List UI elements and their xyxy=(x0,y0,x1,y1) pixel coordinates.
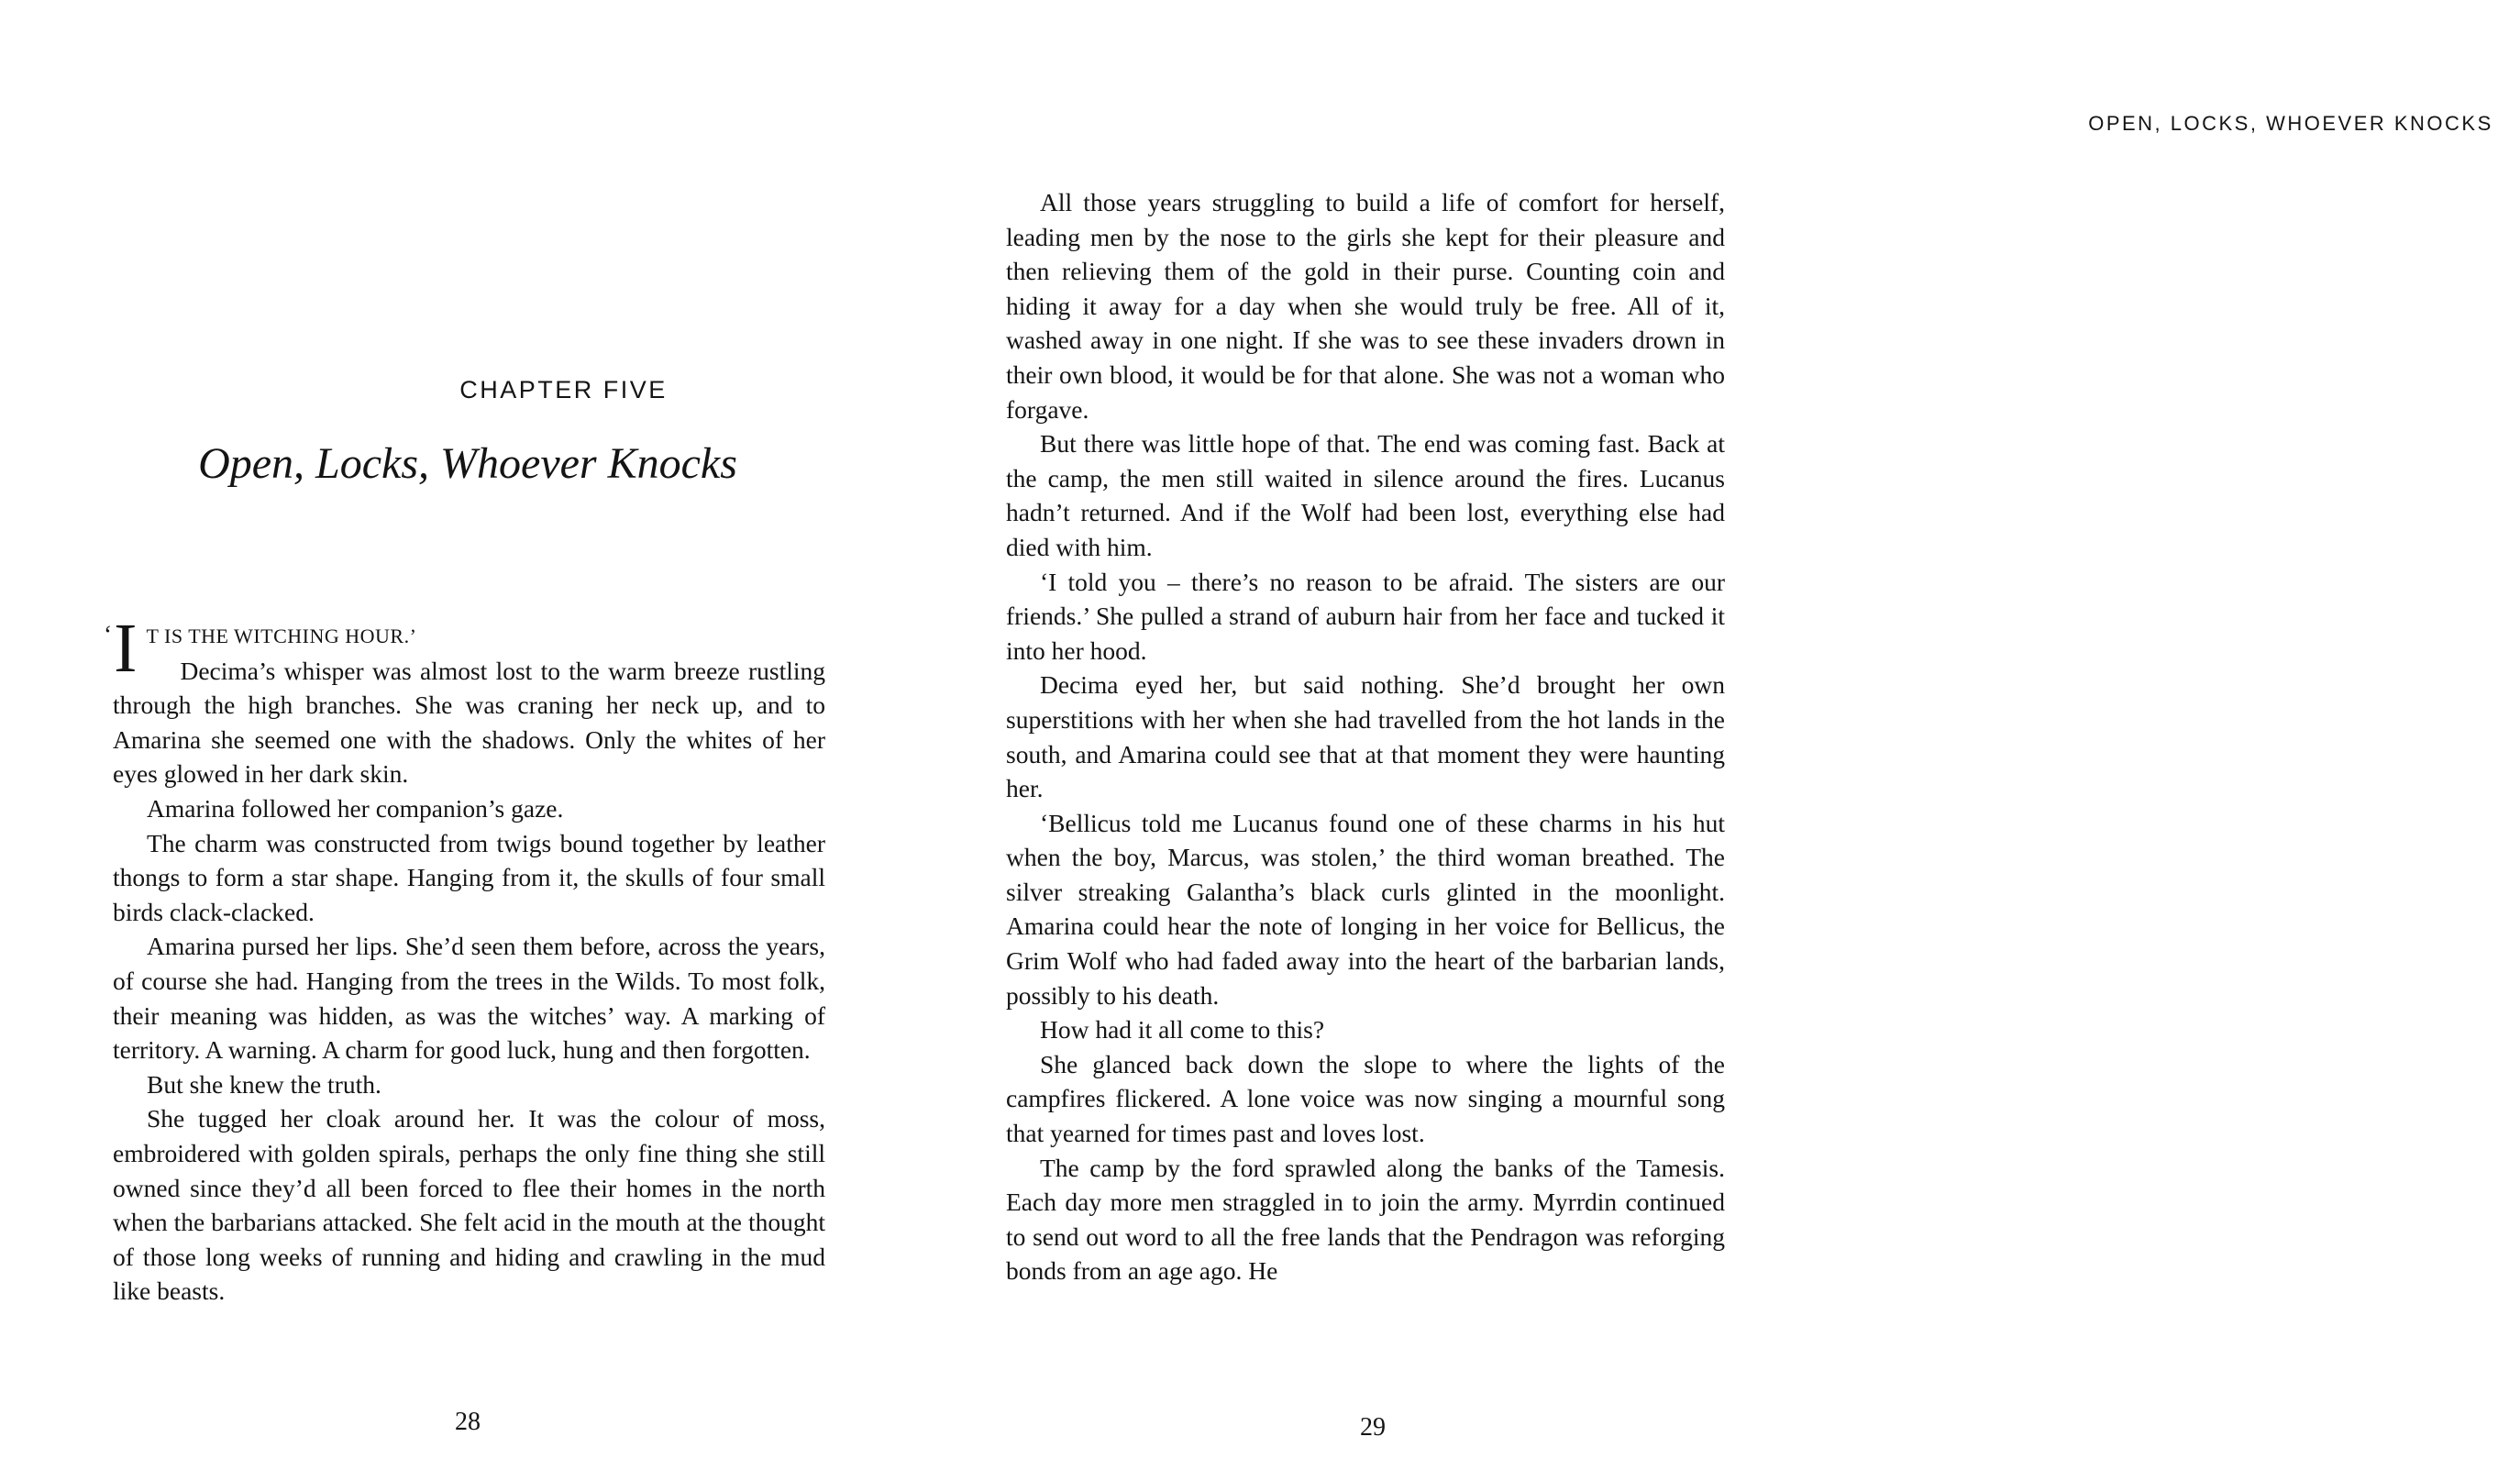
paragraph: How had it all come to this? xyxy=(1040,1015,1325,1044)
paragraph: The camp by the ford sprawled along the banks of the Tamesis. Each day more men straggled in to join the army. Myrrdin continued to send out word to all the free lands that the Pendragon was reforging bonds from an age ago. He xyxy=(1006,1153,1725,1286)
page-number-right: 29 xyxy=(1360,1413,1386,1442)
paragraph: Amarina followed her companion’s gaze. xyxy=(147,793,564,823)
left-page-body xyxy=(104,610,825,1309)
paragraph: She tugged her cloak around her. It was the colour of moss, embroidered with golden spirals, perhaps the only fine thing she still owned since they’d all been forced to flee their homes in the north when the barbarians attacked. She felt acid in the mouth at the thought of those long weeks of running and hiding and crawling in the mud like beasts. xyxy=(113,1104,825,1306)
chapter-label: CHAPTER FIVE xyxy=(459,376,668,403)
paragraph: Decima’s whisper was almost lost to the warm breeze rustling through the high branches. She was craning her neck up, and to Amarina she seemed one with the shadows. Only the whites of her eyes glowed in her dark skin. xyxy=(113,656,825,789)
paragraph: The charm was constructed from twigs bound together by leather thongs to form a star shape. Hanging from it, the skulls of four small birds clack-clacked. xyxy=(113,828,825,926)
paragraph: She glanced back down the slope to where the lights of the campfires flickered. A lone voice was now singing a mournful song that yearned for times past and loves lost. xyxy=(1006,1049,1725,1148)
paragraph: But she knew the truth. xyxy=(147,1069,381,1099)
running-head: OPEN, LOCKS, WHOEVER KNOCKS xyxy=(2088,112,2493,135)
paragraph: ‘I told you – there’s no reason to be afraid. The sisters are our friends.’ She pulled a strand of auburn hair from her face and tucked it into her hood. xyxy=(1006,567,1725,665)
opening-line xyxy=(104,610,825,687)
drop-cap: I xyxy=(114,610,138,687)
right-page-body xyxy=(1006,185,1725,1288)
paragraph: Decima eyed her, but said nothing. She’d brought her own superstitions with her when she had travelled from the hot lands in the south, and Amarina could see that at that moment they were haunting her. xyxy=(1006,670,1725,803)
paragraph: But there was little hope of that. The end was coming fast. Back at the camp, the men still waited in silence around the fires. Lucanus hadn’t returned. And if the Wolf had been lost, everything else had died with him. xyxy=(1006,429,1725,561)
paragraph: All those years struggling to build a life of comfort for herself, leading men by the nose to the girls she kept for their pleasure and then relieving them of the gold in their purse. Counting coin and hiding it away for a day when she would truly be free. All of it, washed away in one night. If she was to see these invaders drown in their own blood, it would be for that alone. She was not a woman who forgave. xyxy=(1006,188,1725,424)
paragraph: ‘Bellicus told me Lucanus found one of these charms in his hut when the boy, Marcus, was stolen,’ the third woman breathed. The silver streaking Galantha’s black curls glinted in the moonlight. Amarina could hear the note of longing in her voice for Bellicus, the Grim Wolf who had faded away into the heart of the barbarian lands, possibly to his death. xyxy=(1006,808,1725,1010)
chapter-title: Open, Locks, Whoever Knocks xyxy=(198,439,737,488)
paragraph: Amarina pursed her lips. She’d seen them before, across the years, of course she had. Hanging from the trees in the Wilds. To most folk, their meaning was hidden, as was the witches’ way. A marking of territory. A warning. A charm for good luck, hung and then forgotten. xyxy=(113,932,825,1065)
opening-quote-mark: ‘ xyxy=(104,620,113,648)
page-number-left: 28 xyxy=(455,1408,481,1436)
right-page xyxy=(917,0,2493,1481)
left-page xyxy=(0,0,917,1481)
opening-small-caps: T IS THE WITCHING HOUR.’ xyxy=(146,624,417,647)
